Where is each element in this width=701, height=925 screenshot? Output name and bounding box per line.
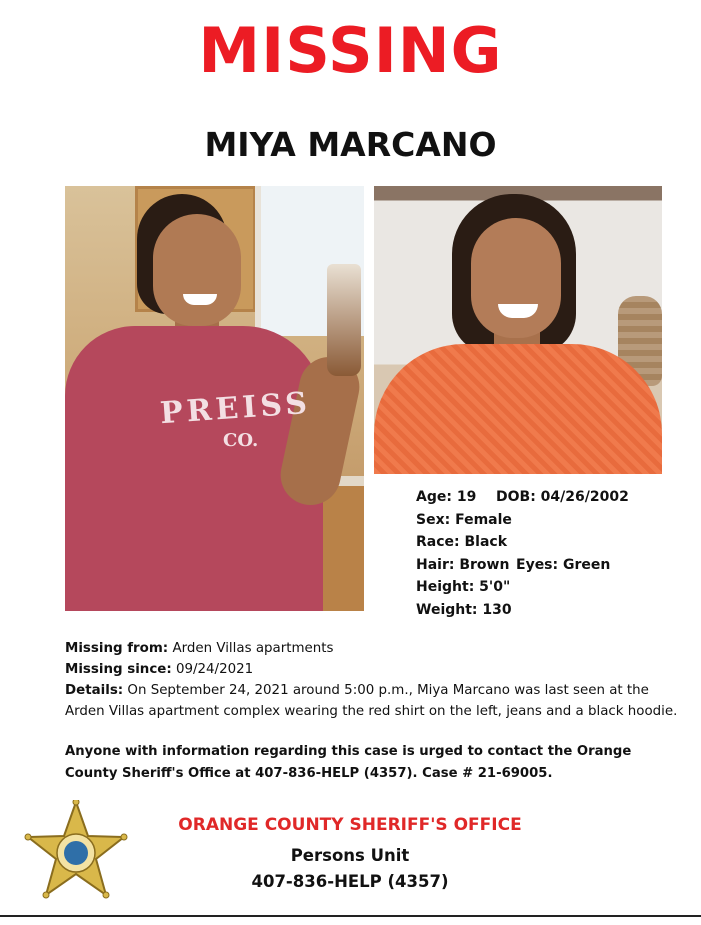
person-name: MIYA MARCANO <box>204 125 497 164</box>
race-row <box>416 531 629 554</box>
dob-value: 04/26/2002 <box>540 489 629 505</box>
height-label: Height: <box>416 579 475 595</box>
shirt-print-line2: CO. <box>223 430 259 451</box>
missing-since-label: Missing since: <box>65 662 172 677</box>
shirt-print-line1: PREISS <box>158 385 313 432</box>
dob-label: DOB: <box>496 489 536 505</box>
sex-label: Sex: <box>416 511 451 528</box>
height-row <box>416 576 629 599</box>
physical-description <box>416 486 629 621</box>
missing-from-line <box>65 638 685 659</box>
sheriff-star-badge-icon <box>24 800 128 900</box>
poster-title: MISSING <box>198 14 503 87</box>
missing-from-label: Missing from: <box>65 641 169 656</box>
missing-from-value: Arden Villas apartments <box>172 641 334 656</box>
weight-row <box>416 599 629 622</box>
sex-value: Female <box>455 511 512 528</box>
hair-value: Brown <box>459 556 510 573</box>
case-info <box>65 638 685 722</box>
eyes-value: Green <box>563 556 611 573</box>
drink-cup <box>327 264 361 376</box>
age-label: Age: <box>416 489 452 505</box>
details-text: On September 24, 2021 around 5:00 p.m., Miya Marcano was last seen at the Arden Villas apartment complex wearing the red shirt on the left, jeans and a black hoodie. <box>65 683 678 719</box>
face <box>471 218 561 338</box>
hair-eyes-row <box>416 554 629 577</box>
missing-since-line <box>65 659 685 680</box>
eyes-label: Eyes: <box>516 556 559 573</box>
missing-since-value: 09/24/2021 <box>175 662 254 677</box>
details-line <box>65 680 685 722</box>
weight-label: Weight: <box>416 601 478 618</box>
hair-label: Hair: <box>416 556 455 573</box>
orange-top <box>374 344 662 474</box>
age-dob-row <box>416 486 629 509</box>
org-name: ORANGE COUNTY SHERIFF'S OFFICE <box>178 815 522 835</box>
details-label: Details: <box>65 683 124 698</box>
photo-right <box>374 186 662 474</box>
race-label: Race: <box>416 534 460 550</box>
sex-row <box>416 509 629 532</box>
height-value: 5'0" <box>479 579 511 595</box>
weight-value: 130 <box>482 601 512 618</box>
org-phone: 407-836-HELP (4357) <box>251 872 449 891</box>
face <box>153 214 241 326</box>
org-unit: Persons Unit <box>290 846 410 865</box>
photo-left <box>65 186 364 611</box>
race-value: Black <box>464 534 508 550</box>
bottom-border <box>0 915 701 917</box>
age-value: 19 <box>456 489 477 505</box>
contact-notice: Anyone with information regarding this case is urged to contact the Orange County Sheriff's Office at 407-836-HELP (4357). Case # 21-69005. <box>65 744 632 781</box>
